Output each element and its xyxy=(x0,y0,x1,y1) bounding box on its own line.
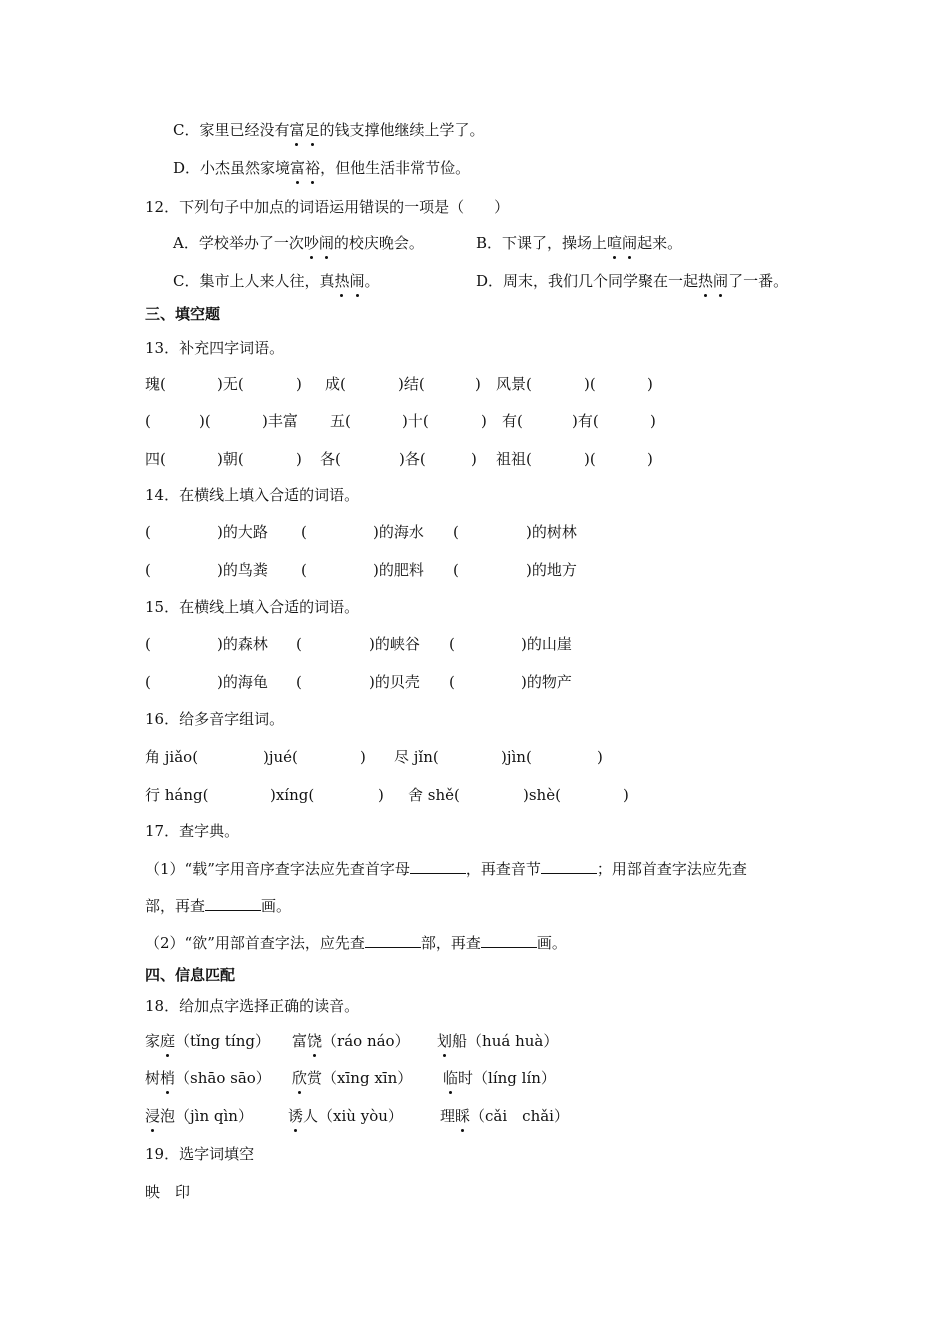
pinyin-item: 树梢（shāo sāo） xyxy=(145,1066,271,1090)
q19-stem: 19．选字词填空 xyxy=(145,1145,255,1163)
q18-row-3 xyxy=(145,1104,845,1128)
q14-stem: 14．在横线上填入合适的词语。 xyxy=(145,486,360,504)
pinyin-item: 富饶（ráo náo） xyxy=(292,1029,410,1053)
q13-row-1: 瑰( )无( ) 成( )结( ) 风景( )( ) xyxy=(145,375,653,393)
q14-row-2: ( )的鸟粪 ( )的肥料 ( )的地方 xyxy=(145,561,577,579)
q17-line-3: （2）“欲”用部首查字法，应先查 部，再查 画。 xyxy=(145,934,567,952)
q13-row-2: ( )( )丰富 五( )十( ) 有( )有( ) xyxy=(145,412,656,430)
q12-option-c: C．集市上人来人往，真热闹。 xyxy=(173,269,380,293)
q17-line-1: （1）“载”字用音序查字法应先查首字母 ，再查音节 ；用部首查字法应先查 xyxy=(145,860,747,878)
q14-row-1: ( )的大路 ( )的海水 ( )的树林 xyxy=(145,523,577,541)
pinyin-item: 欣赏（xīng xīn） xyxy=(292,1066,412,1090)
q13-row-3: 四( )朝( ) 各( )各( ) 祖祖( )( ) xyxy=(145,450,653,468)
q18-stem: 18．给加点字选择正确的读音。 xyxy=(145,997,360,1015)
q16-row-2: 行 háng( )xíng( ) 舍 shě( )shè( ) xyxy=(145,786,629,804)
pinyin-item: 理睬（cǎi chǎi） xyxy=(440,1104,569,1128)
q19-options: 映 印 xyxy=(145,1183,191,1201)
q13-stem: 13．补充四字词语。 xyxy=(145,339,285,357)
pinyin-item: 临时（líng lín） xyxy=(443,1066,556,1090)
q16-stem: 16．给多音字组词。 xyxy=(145,710,285,728)
q18-row-1 xyxy=(145,1029,845,1053)
q17-line-2: 部，再查 画。 xyxy=(145,897,292,915)
q11-option-c: C．家里已经没有富足的钱支撑他继续上学了。 xyxy=(173,118,485,142)
q17-stem: 17．查字典。 xyxy=(145,822,240,840)
q12-option-a: A．学校举办了一次吵闹的校庆晚会。 xyxy=(173,231,424,255)
section-heading-fill-blank: 三、填空题 xyxy=(145,305,221,323)
answer-blank[interactable] xyxy=(365,946,421,948)
pinyin-item: 诱人（xiù yòu） xyxy=(288,1104,403,1128)
section-heading-matching: 四、信息匹配 xyxy=(145,966,236,984)
q12-option-b: B．下课了，操场上喧闹起来。 xyxy=(476,231,682,255)
q15-row-1: ( )的森林 ( )的峡谷 ( )的山崖 xyxy=(145,635,572,653)
q15-row-2: ( )的海龟 ( )的贝壳 ( )的物产 xyxy=(145,673,572,691)
answer-blank[interactable] xyxy=(541,872,597,874)
pinyin-item: 浸泡（jìn qìn） xyxy=(145,1104,253,1128)
q12-stem: 12．下列句子中加点的词语运用错误的一项是（ ） xyxy=(145,198,510,216)
q12-option-d: D．周末，我们几个同学聚在一起热闹了一番。 xyxy=(476,269,788,293)
q18-row-2 xyxy=(145,1066,845,1090)
pinyin-item: 划船（huá huà） xyxy=(437,1029,558,1053)
answer-blank[interactable] xyxy=(410,872,466,874)
q15-stem: 15．在横线上填入合适的词语。 xyxy=(145,598,360,616)
answer-blank[interactable] xyxy=(481,946,537,948)
q11-option-d: D．小杰虽然家境富裕，但他生活非常节俭。 xyxy=(173,156,470,180)
pinyin-item: 家庭（tǐng tíng） xyxy=(145,1029,270,1053)
answer-blank[interactable] xyxy=(205,909,261,911)
q16-row-1: 角 jiǎo( )jué( ) 尽 jǐn( )jìn( ) xyxy=(145,748,603,766)
